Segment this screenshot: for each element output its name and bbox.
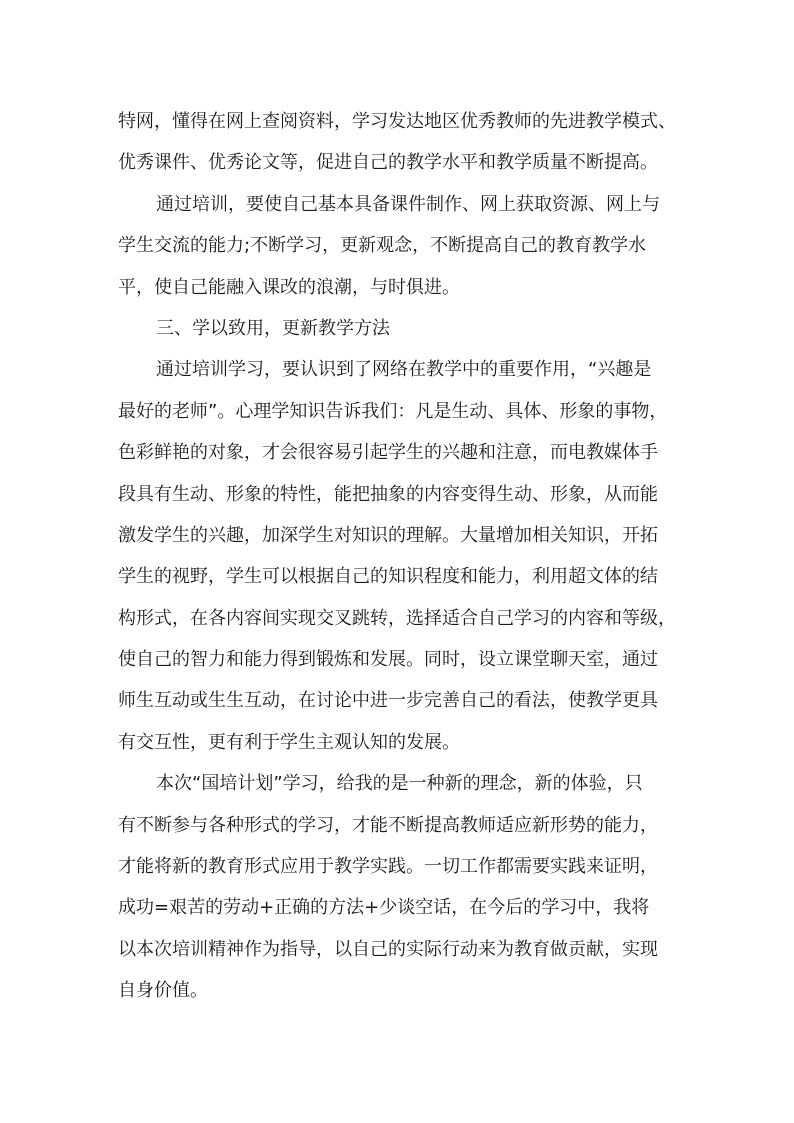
document-body <box>118 101 684 1012</box>
text-line: 自身价值。 <box>118 980 208 1002</box>
text-line: 有交互性，更有利于学生主观认知的发展。 <box>118 731 460 753</box>
text-line: 有不断参与各种形式的学习，才能不断提高教师适应新形势的能力， <box>118 814 658 836</box>
text-line: 段具有生动、形象的特性，能把抽象的内容变得生动、形象，从而能 <box>118 483 658 505</box>
text-line: 成功=艰苦的劳动+正确的方法+少谈空话，在今后的学习中，我将 <box>118 897 650 919</box>
text-line: 才能将新的教育形式应用于教学实践。一切工作都需要实践来证明， <box>118 856 658 878</box>
text-line: 平，使自己能融入课改的浪潮，与时俱进。 <box>118 276 460 298</box>
text-line: 色彩鲜艳的对象，才会很容易引起学生的兴趣和注意，而电教媒体手 <box>118 442 658 464</box>
text-line: 最好的老师”。心理学知识告诉我们：凡是生动、具体、形象的事物， <box>118 400 668 422</box>
text-line: 通过培训，要使自己基本具备课件制作、网上获取资源、网上与 <box>156 193 660 215</box>
text-line: 学生的视野，学生可以根据自己的知识程度和能力，利用超文体的结 <box>118 566 658 588</box>
text-line: 通过培训学习，要认识到了网络在教学中的重要作用，“兴趣是 <box>156 359 652 381</box>
text-line: 构形式，在各内容间实现交叉跳转，选择适合自己学习的内容和等级， <box>118 607 676 629</box>
text-line: 激发学生的兴趣，加深学生对知识的理解。大量增加相关知识，开拓 <box>118 524 658 546</box>
text-line: 优秀课件、优秀论文等，促进自己的教学水平和教学质量不断提高。 <box>118 152 658 174</box>
text-line: 以本次培训精神作为指导，以自己的实际行动来为教育做贡献，实现 <box>118 938 658 960</box>
text-line: 学生交流的能力;不断学习，更新观念，不断提高自己的教育教学水 <box>118 235 647 257</box>
text-line: 师生互动或生生互动，在讨论中进一步完善自己的看法，使教学更具 <box>118 690 658 712</box>
text-line: 三、学以致用，更新教学方法 <box>156 317 390 339</box>
text-line: 使自己的智力和能力得到锻炼和发展。同时，设立课堂聊天室，通过 <box>118 649 658 671</box>
text-line: 本次“国培计划”学习，给我的是一种新的理念，新的体验，只 <box>156 773 643 795</box>
text-line: 特网，懂得在网上查阅资料，学习发达地区优秀教师的先进教学模式、 <box>118 111 676 132</box>
